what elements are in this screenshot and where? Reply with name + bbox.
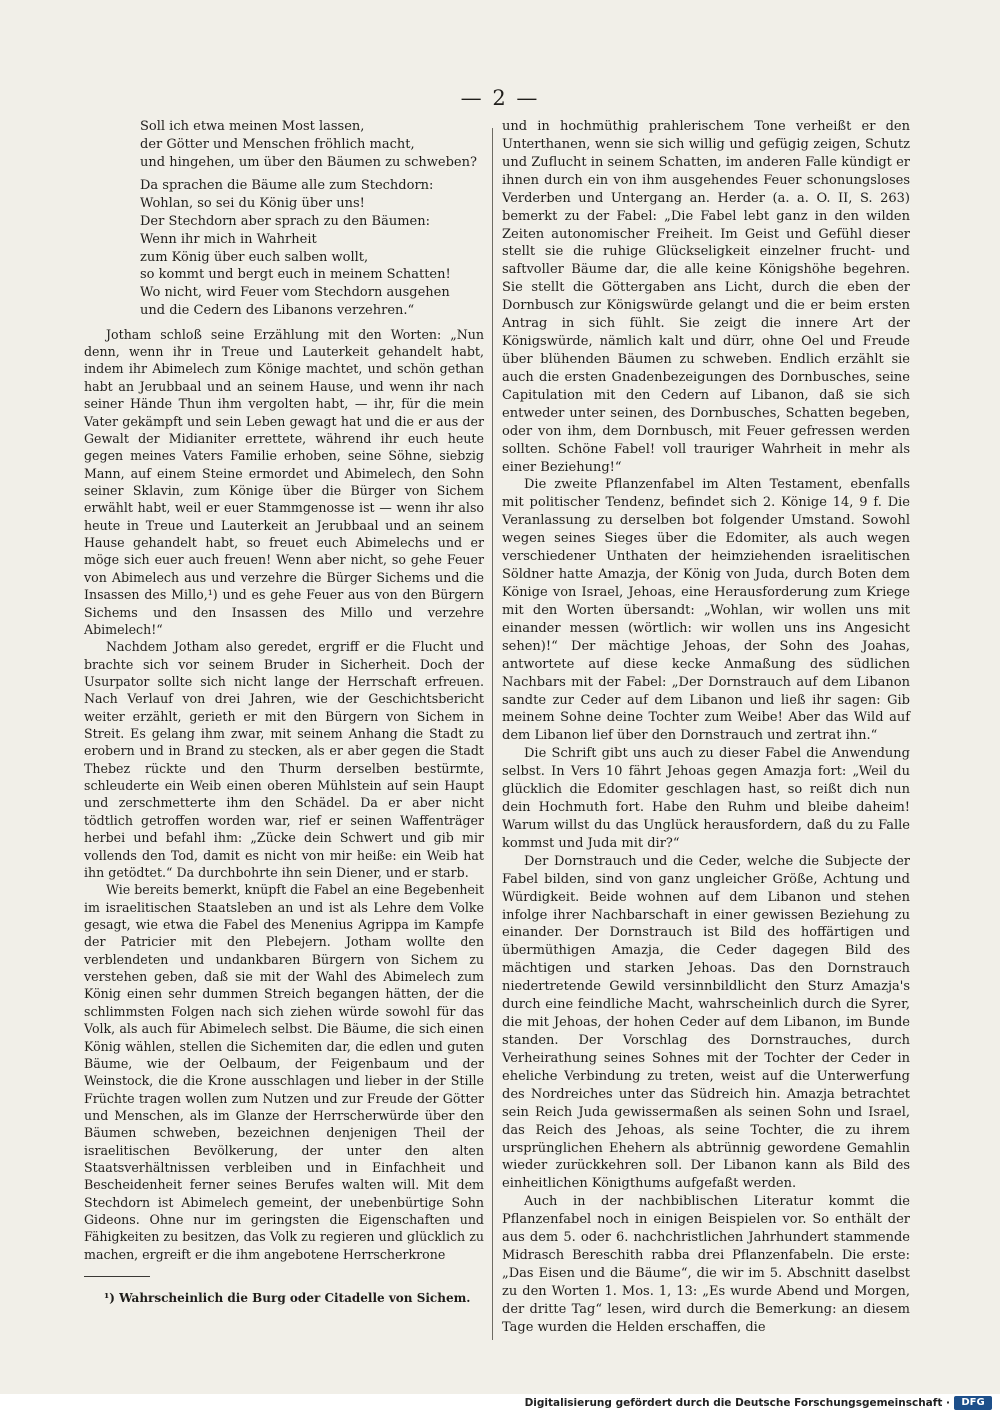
poem-line: Der Stechdorn aber sprach zu den Bäumen: — [140, 213, 430, 229]
poem-line: Wo nicht, wird Feuer vom Stechdorn ausgehen — [140, 285, 450, 301]
paragraph: Die Schrift gibt uns auch zu dieser Fabel die Anwendung selbst. In Vers 10 fährt Jehoas gegen Amazja fort: „Weil du glücklich die Edomiter geschlagen hast, so reißt dich nun dein Hochmuth fort. Habe den Ruhm und bleibe daheim! Warum willst du das Unglück herausfordern, daß du zu Falle kommst und Juda mit dir?“ — [502, 746, 910, 851]
paragraph: Jotham schloß seine Erzählung mit den Worten: „Nun denn, wenn ihr in Treue und Lauterkeit gehandelt habt, indem ihr Abimelech zum Könige machtet, und schön gethan habt an Jerubbaal und an seinem Hause, und wenn ihr nach seiner Hände Thun ihm vergolten habt, — ihr, für die mein Vater gekämpft und sein Leben gewagt hat und die er aus der Gewalt der Midianiter errettete, während ihr euch heute gegen meines Vaters Familie erhoben, seine Söhne, siebzig Mann, auf einem Steine ermordet und Abimelech, den Sohn seiner Sklavin, zum Könige über die Bürger von Sichem erwählt habt, weil er euer Stammgenosse ist — wenn ihr also heute in Treue und Lauterkeit an Jerubbaal und an seinem Hause gehandelt habt, so freuet euch Abimelechs und er möge sich euer auch freuen! Wenn aber nicht, so gehe Feuer von Abimelech aus und verzehre die Bürger Sichems und die Insassen des Millo,¹) und es gehe Feuer aus von den Bürgern Sichems und den Insassen des Millo und verzehre Abimelech!“ — [84, 326, 484, 637]
poem-line: so kommt und bergt euch in meinem Schatten! — [140, 267, 451, 283]
poem-line: Soll ich etwa meinen Most lassen, — [140, 119, 365, 134]
footnote-rule — [84, 1276, 150, 1277]
right-column — [502, 118, 910, 1337]
poem-line: und die Cedern des Libanons verzehren.“ — [140, 302, 415, 318]
poem — [140, 118, 484, 320]
footnote: ¹) Wahrscheinlich die Burg oder Citadelle von Sichem. — [104, 1291, 471, 1305]
poem-line: der Götter und Menschen fröhlich macht, — [140, 136, 415, 152]
poem-line: Wenn ihr mich in Wahrheit — [140, 231, 317, 247]
paragraph: Wie bereits bemerkt, knüpft die Fabel an eine Begebenheit im israelitischen Staatsleben an und ist als Lehre dem Volke gesagt, wie etwa die Fabel des Menenius Agrippa im Kampfe der Patricier mit den Plebejern. Jotham wollte den verblendeten und undankbaren Bürgern von Sichem zu verstehen geben, daß sie mit der Wahl des Abimelech zum König einen sehr dummen Streich begangen hätten, der die schlimmsten Folgen nach sich ziehen würde sowohl für das Volk, als auch für Abimelech selbst. Die Bäume, die sich einen König wählen, stellen die Sichemiten dar, die edlen und guten Bäume, wie der Oelbaum, der Feigenbaum und der Weinstock, die die Krone ausschlagen und lieber in der Stille Früchte tragen wollen zum Nutzen und zur Freude der Götter und Menschen, als im Glanze der Herrscherwürde über den Bäumen schweben, bezeichnen denjenigen Theil der israelitischen Bevölkerung, der unter den alten Staatsverhältnissen verbleiben und in Einfachheit und Bescheidenheit ferner seines Berufes walten will. Mit dem Stechdorn ist Abimelech gemeint, der unebenbürtige Sohn Gideons. Ohne nur im geringsten die Eigenschaften und Fähigkeiten zu besitzen, das Volk zu regieren und glücklich zu machen, ergreift er die ihm angebotene Herrscherkrone — [84, 882, 484, 1262]
paragraph: Auch in der nachbiblischen Literatur kommt die Pflanzenfabel noch in einigen Beispielen vor. So enthält der aus dem 5. oder 6. nachchristlichen Jahrhundert stammende Midrasch Bereschith rabba drei Pflanzenfabeln. Die erste: „Das Eisen und die Bäume“, die wir im 5. Abschnitt daselbst zu den Worten 1. Mos. 1, 13: „Es wurde Abend und Morgen, der dritte Tag“ lesen, wird durch die Bemerkung: an diesem Tage wurden die Helden erschaffen, die — [502, 1194, 910, 1335]
poem-line: Wohlan, so sei du König über uns! — [140, 196, 365, 212]
page-number: — 2 — — [460, 86, 540, 110]
poem-line: zum König über euch salben wollt, — [140, 249, 369, 265]
paragraph: Der Dornstrauch und die Ceder, welche die Subjecte der Fabel bilden, sind von ganz ungleicher Größe, Achtung und Würdigkeit. Beide wohnen auf dem Libanon und stehen infolge ihrer Nachbarschaft in einer gewissen Beziehung zu einander. Der Dornstrauch ist Bild des hoffärtigen und übermüthigen Amazja, die Ceder dagegen Bild des mächtigen und starken Jehoas. Das den Dornstrauch niedertretende Gewild versinnbildlicht den Sturz Amazja's durch eine feindliche Macht, wahrscheinlich durch die Syrer, die mit Jehoas, der hohen Ceder auf dem Libanon, im Bunde standen. Der Vorschlag des Dornstrauches, durch Verheirathung seines Sohnes mit der Tochter der Ceder in eheliche Verbindung zu treten, weist auf die Unterwerfung des Nordreiches unter das Südreich hin. Amazja betrachtet sein Reich Juda gewissermaßen als seinen Sohn und Israel, das Reich des Jehoas, als seine Tochter, die zu ihrem ursprünglichen Ehehern als abtrünnig gewordene Gemahlin wieder zurückkehren soll. Der Libanon kann als Bild des einheitlichen Königthums aufgefaßt werden. — [502, 853, 910, 1192]
dfg-logo-icon: DFG — [954, 1396, 992, 1410]
paragraph: Die zweite Pflanzenfabel im Alten Testament, ebenfalls mit politischer Tendenz, befindet sich 2. Könige 14, 9 f. Die Veranlassung zu derselben bot folgender Umstand. Sowohl wegen seines Sieges über die Edomiter, als auch wegen verschiedener Unthaten der heimziehenden israelitischen Söldner hatte Amazja, der König von Juda, durch Boten dem Könige von Israel, Jehoas, eine Herausforderung zum Kriege mit den Worten übersandt: „Wohlan, wir wollen uns mit einander messen (wörtlich: wir wollen uns ins Angesicht sehen)!“ Der mächtige Jehoas, der Sohn des Joahas, antwortete auf diese kecke Anmaßung des südlichen Nachbars mit der Fabel: „Der Dornstrauch auf dem Libanon sandte zur Ceder auf dem Libanon und ließ ihr sagen: Gib meinem Sohne deine Tochter zum Weibe! Aber das Wild auf dem Libanon lief über den Dornstrauch und zertrat ihn.“ — [502, 477, 910, 744]
poem-line: und hingehen, um über den Bäumen zu schweben? — [140, 154, 477, 170]
paragraph: Nachdem Jotham also geredet, ergriff er die Flucht und brachte sich vor seinem Bruder in Sicherheit. Doch der Usurpator sollte sich nicht lange der Herrschaft erfreuen. Nach Verlauf von drei Jahren, wie der Geschichtsbericht weiter erzählt, gerieth er mit den Bürgern von Sichem in Streit. Es gelang ihm zwar, mit seinem Anhang die Stadt zu erobern und in Brand zu stecken, als er aber gegen die Stadt Thebez rückte und den Thurm derselben bestürmte, schleuderte ein Weib einen oberen Mühlstein auf sein Haupt und zerschmetterte ihm den Schädel. Da er aber nicht tödtlich getroffen worden war, rief er seinen Waffenträger herbei und befahl ihm: „Zücke dein Schwert und gib mir vollends den Tod, damit es nicht von mir heiße: ein Weib hat ihn getödtet.“ Da durchbohrte ihn sein Diener, und er starb. — [84, 639, 484, 880]
column-divider — [492, 128, 493, 1340]
digitization-credit: Digitalisierung gefördert durch die Deutsche Forschungsgemeinschaft · — [524, 1397, 950, 1409]
left-column — [84, 118, 484, 1263]
poem-stanza-2 — [140, 177, 484, 319]
poem-line: Da sprachen die Bäume alle zum Stechdorn: — [140, 178, 434, 194]
paragraph: und in hochmüthig prahlerischem Tone verheißt er den Unterthanen, wenn sie sich willig und gefügig zeigen, Schutz und Zuflucht in seinem Schatten, im anderen Falle kündigt er ihnen durch ein von ihm ausgehendes Feuer schonungsloses Verderben und Untergang an. Herder (a. a. O. II, S. 263) bemerkt zu der Fabel: „Die Fabel lebt ganz in den wilden Zeiten autonomischer Freiheit. Im Geist und Gefühl dieser stellt sie die ruhige Glückseligkeit einzelner frucht- und saftvoller Bäume dar, die alle keine Königshöhe begehren. Sie stellt die Göttergaben ans Licht, durch die eben der Dornbusch zur Königswürde gelangt und die er beim ersten Antrag in sich fühlt. Sie zeigt die innere Art der Königswürde, nämlich kalt und dürr, ohne Oel und Freude über blühenden Bäumen zu schweben. Endlich erzählt sie auch die ersten Gnadenbezeigungen des Dornbusches, seine Capitulation mit den Cedern auf Libanon, daß sie sich entweder unter seinen, des Dornbusches, Schatten begeben, oder von ihm, dem Dornbusch, mit Feuer gefressen werden sollten. Schöne Fabel! voll trauriger Wahrheit in mehr als einer Beziehung!“ — [502, 119, 910, 475]
poem-stanza-1 — [140, 118, 484, 171]
